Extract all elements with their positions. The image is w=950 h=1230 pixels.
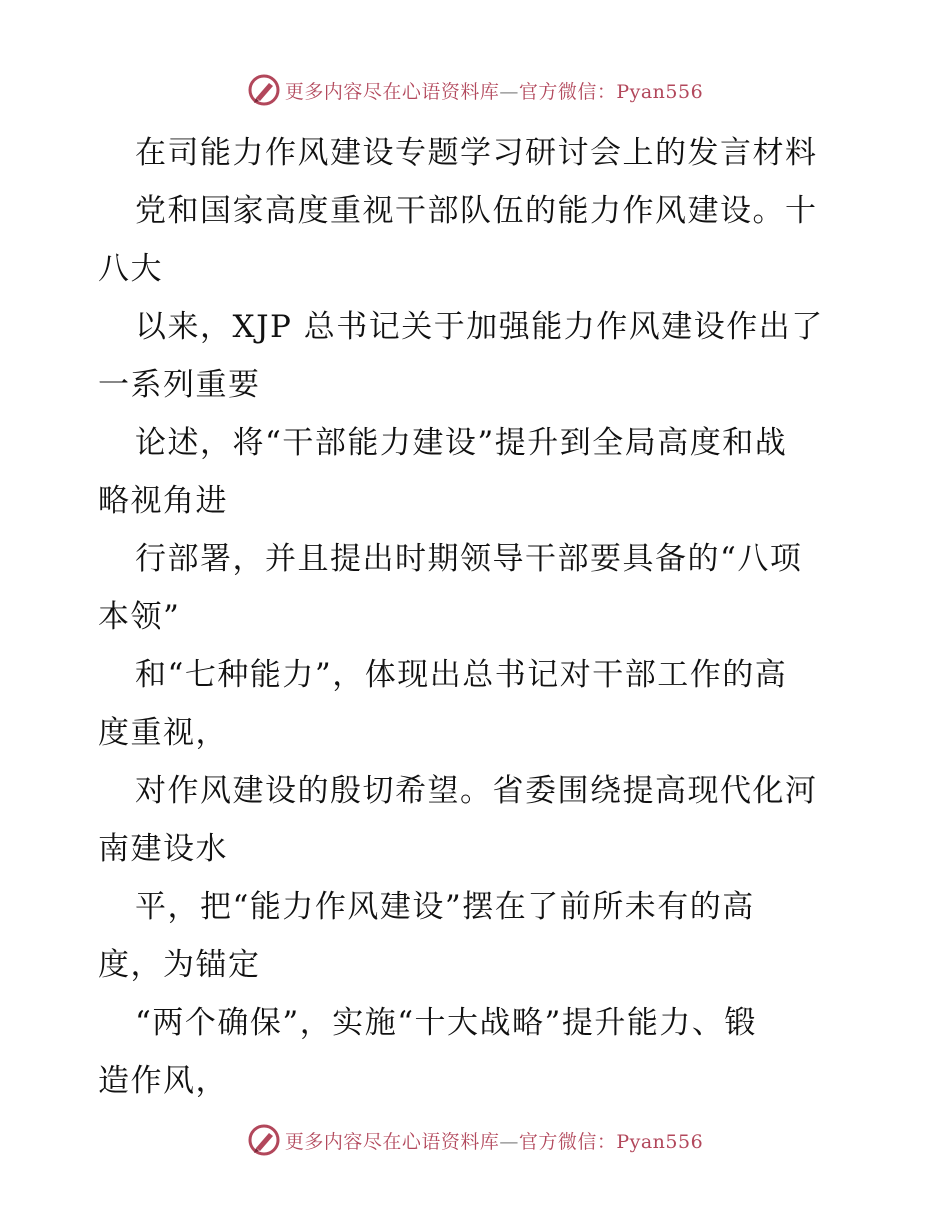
doc-line: 平，把“能力作风建设”摆在了前所未有的高 [135,889,755,925]
doc-line: 造作风， [98,1063,228,1099]
footer-site-text: 更多内容尽在心语资料库 [284,1130,500,1153]
doc-line: 南建设水 [98,831,228,867]
doc-line: 略视角进 [98,483,228,519]
pen-logo-icon [247,73,281,107]
document-body [98,124,858,1110]
doc-line: 八大 [98,251,163,287]
doc-line: 在司能力作风建设专题学习研讨会上的发言材料 [135,135,818,171]
doc-line: 对作风建设的殷切希望。省委围绕提高现代化河 [135,773,818,809]
header-site-text: 更多内容尽在心语资料库 [284,80,500,103]
doc-line: 一系列重要 [98,367,261,403]
header-separator: — [499,80,519,103]
doc-line: 论述，将“干部能力建设”提升到全局高度和战 [135,425,788,461]
footer-separator: — [499,1130,519,1153]
doc-line: “两个确保”，实施“十大战略”提升能力、锻 [135,1005,757,1041]
doc-line: 党和国家高度重视干部队伍的能力作风建设。十 [135,193,818,229]
footer-wechat-text: 官方微信：Pyan556 [518,1130,704,1153]
doc-line: 和“七种能力”，体现出总书记对干部工作的高 [135,657,788,693]
doc-line: 以来，XJP 总书记关于加强能力作风建设作出了 [135,309,824,345]
doc-line: 度，为锚定 [98,947,261,983]
pen-logo-icon [247,1123,281,1157]
footer-banner [0,1120,950,1160]
header-wechat-text: 官方微信：Pyan556 [518,80,704,103]
doc-line: 本领” [98,599,181,635]
header-banner-text [285,77,703,104]
doc-line: 度重视， [98,715,228,751]
doc-line: 行部署，并且提出时期领导干部要具备的“八项 [135,541,803,577]
footer-banner-text [285,1127,703,1154]
header-banner [0,70,950,110]
